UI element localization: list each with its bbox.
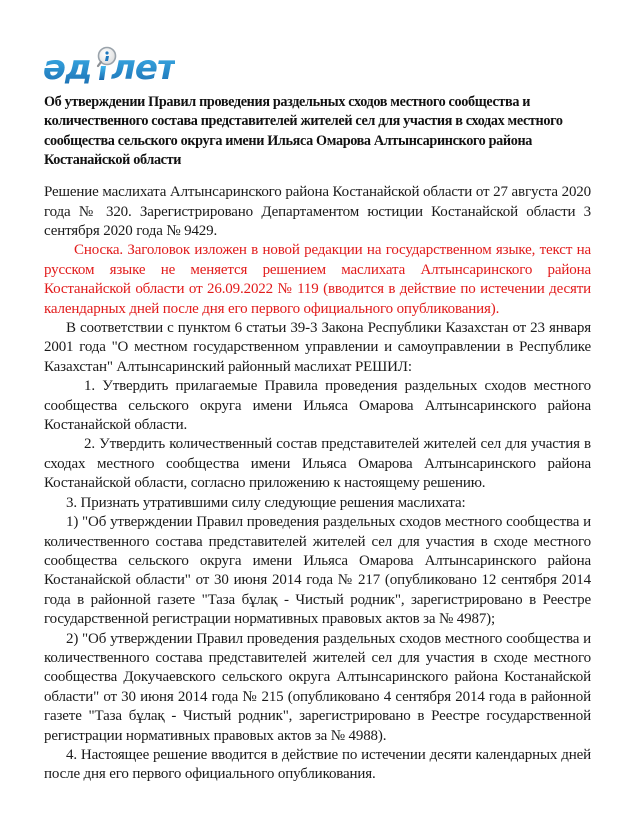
document-page [44,93,591,785]
svg-text:лет: лет [111,48,175,84]
repealed-decision-2: 2) "Об утверждении Правил проведения раздельных сходов местного сообщества и количественного состава представителей жителей сел для участия в сходе местного сообщества Докучаевского сельского округа Алтынсаринского района Костанайской области" от 30 июня 2014 года № 215 (опубликовано 4 сентября 2014 года в районной газете "Таза бұлақ - Чистый родник", зарегистрировано в Реестре государственной регистрации нормативных правовых актов за № 4988). [44,630,591,744]
decision-item-3: 3. Признать утратившими силу следующие решения маслихата: [66,494,466,511]
decision-item-1: 1. Утвердить прилагаемые Правила проведения раздельных сходов местного сообщества сельского округа имени Ильяса Омарова Алтынсаринского района Костанайской области. [44,378,591,434]
legal-basis: В соответствии с пунктом 6 статьи 39-3 Закона Республики Казахстан от 23 января 2001 года "О местном государственном управлении и самоуправлении в Республике Казахстан" Алтынсаринский районный маслихат РЕШИЛ: [44,320,591,375]
document-preamble: Решение маслихата Алтынсаринского района Костанайской области от 27 августа 2020 года № 320. Зарегистрировано Департаментом юстиции Костанайской области 3 сентября 2020 года № 9429. [44,184,591,239]
document-title: Об утверждении Правил проведения раздельных сходов местного сообщества и количественного состава представителей жителей сел для участия в сходах местного сообщества сельского округа имени Ильяса Омарова Алтынсаринского района Костанайской области [44,94,563,168]
adilet-logo-icon [43,44,175,84]
footnote-note: Сноска. Заголовок изложен в новой редакции на государственном языке, текст на русском языке не меняется решением маслихата Алтынсаринского района Костанайской области от 26.09.2022 № 119 (вводится в действие по истечении десяти календарных дней после дня его первого официального опубликования). [44,242,591,317]
adilet-logo[interactable] [43,44,175,84]
svg-text:әд: әд [43,48,92,84]
repealed-decision-1: 1) "Об утверждении Правил проведения раздельных сходов местного сообщества и количественного состава представителей жителей сел для участия в сходе местного сообщества сельского округа имени Ильяса Омарова Алтынсаринского района Костанайской области" от 30 июня 2014 года № 217 (опубликовано 12 сентября 2014 года в районной газете "Таза бұлақ - Чистый родник", зарегистрировано в Реестре государственной регистрации нормативных правовых актов за № 4987); [44,514,591,628]
decision-item-4: 4. Настоящее решение вводится в действие по истечении десяти календарных дней после дня его первого официального опубликования. [44,746,591,783]
decision-item-2: 2. Утвердить количественный состав представителей жителей сел для участия в сходах местного сообщества имени Ильяса Омарова Алтынсаринского района Костанайской области, согласно приложению к настоящему решению. [44,436,591,492]
